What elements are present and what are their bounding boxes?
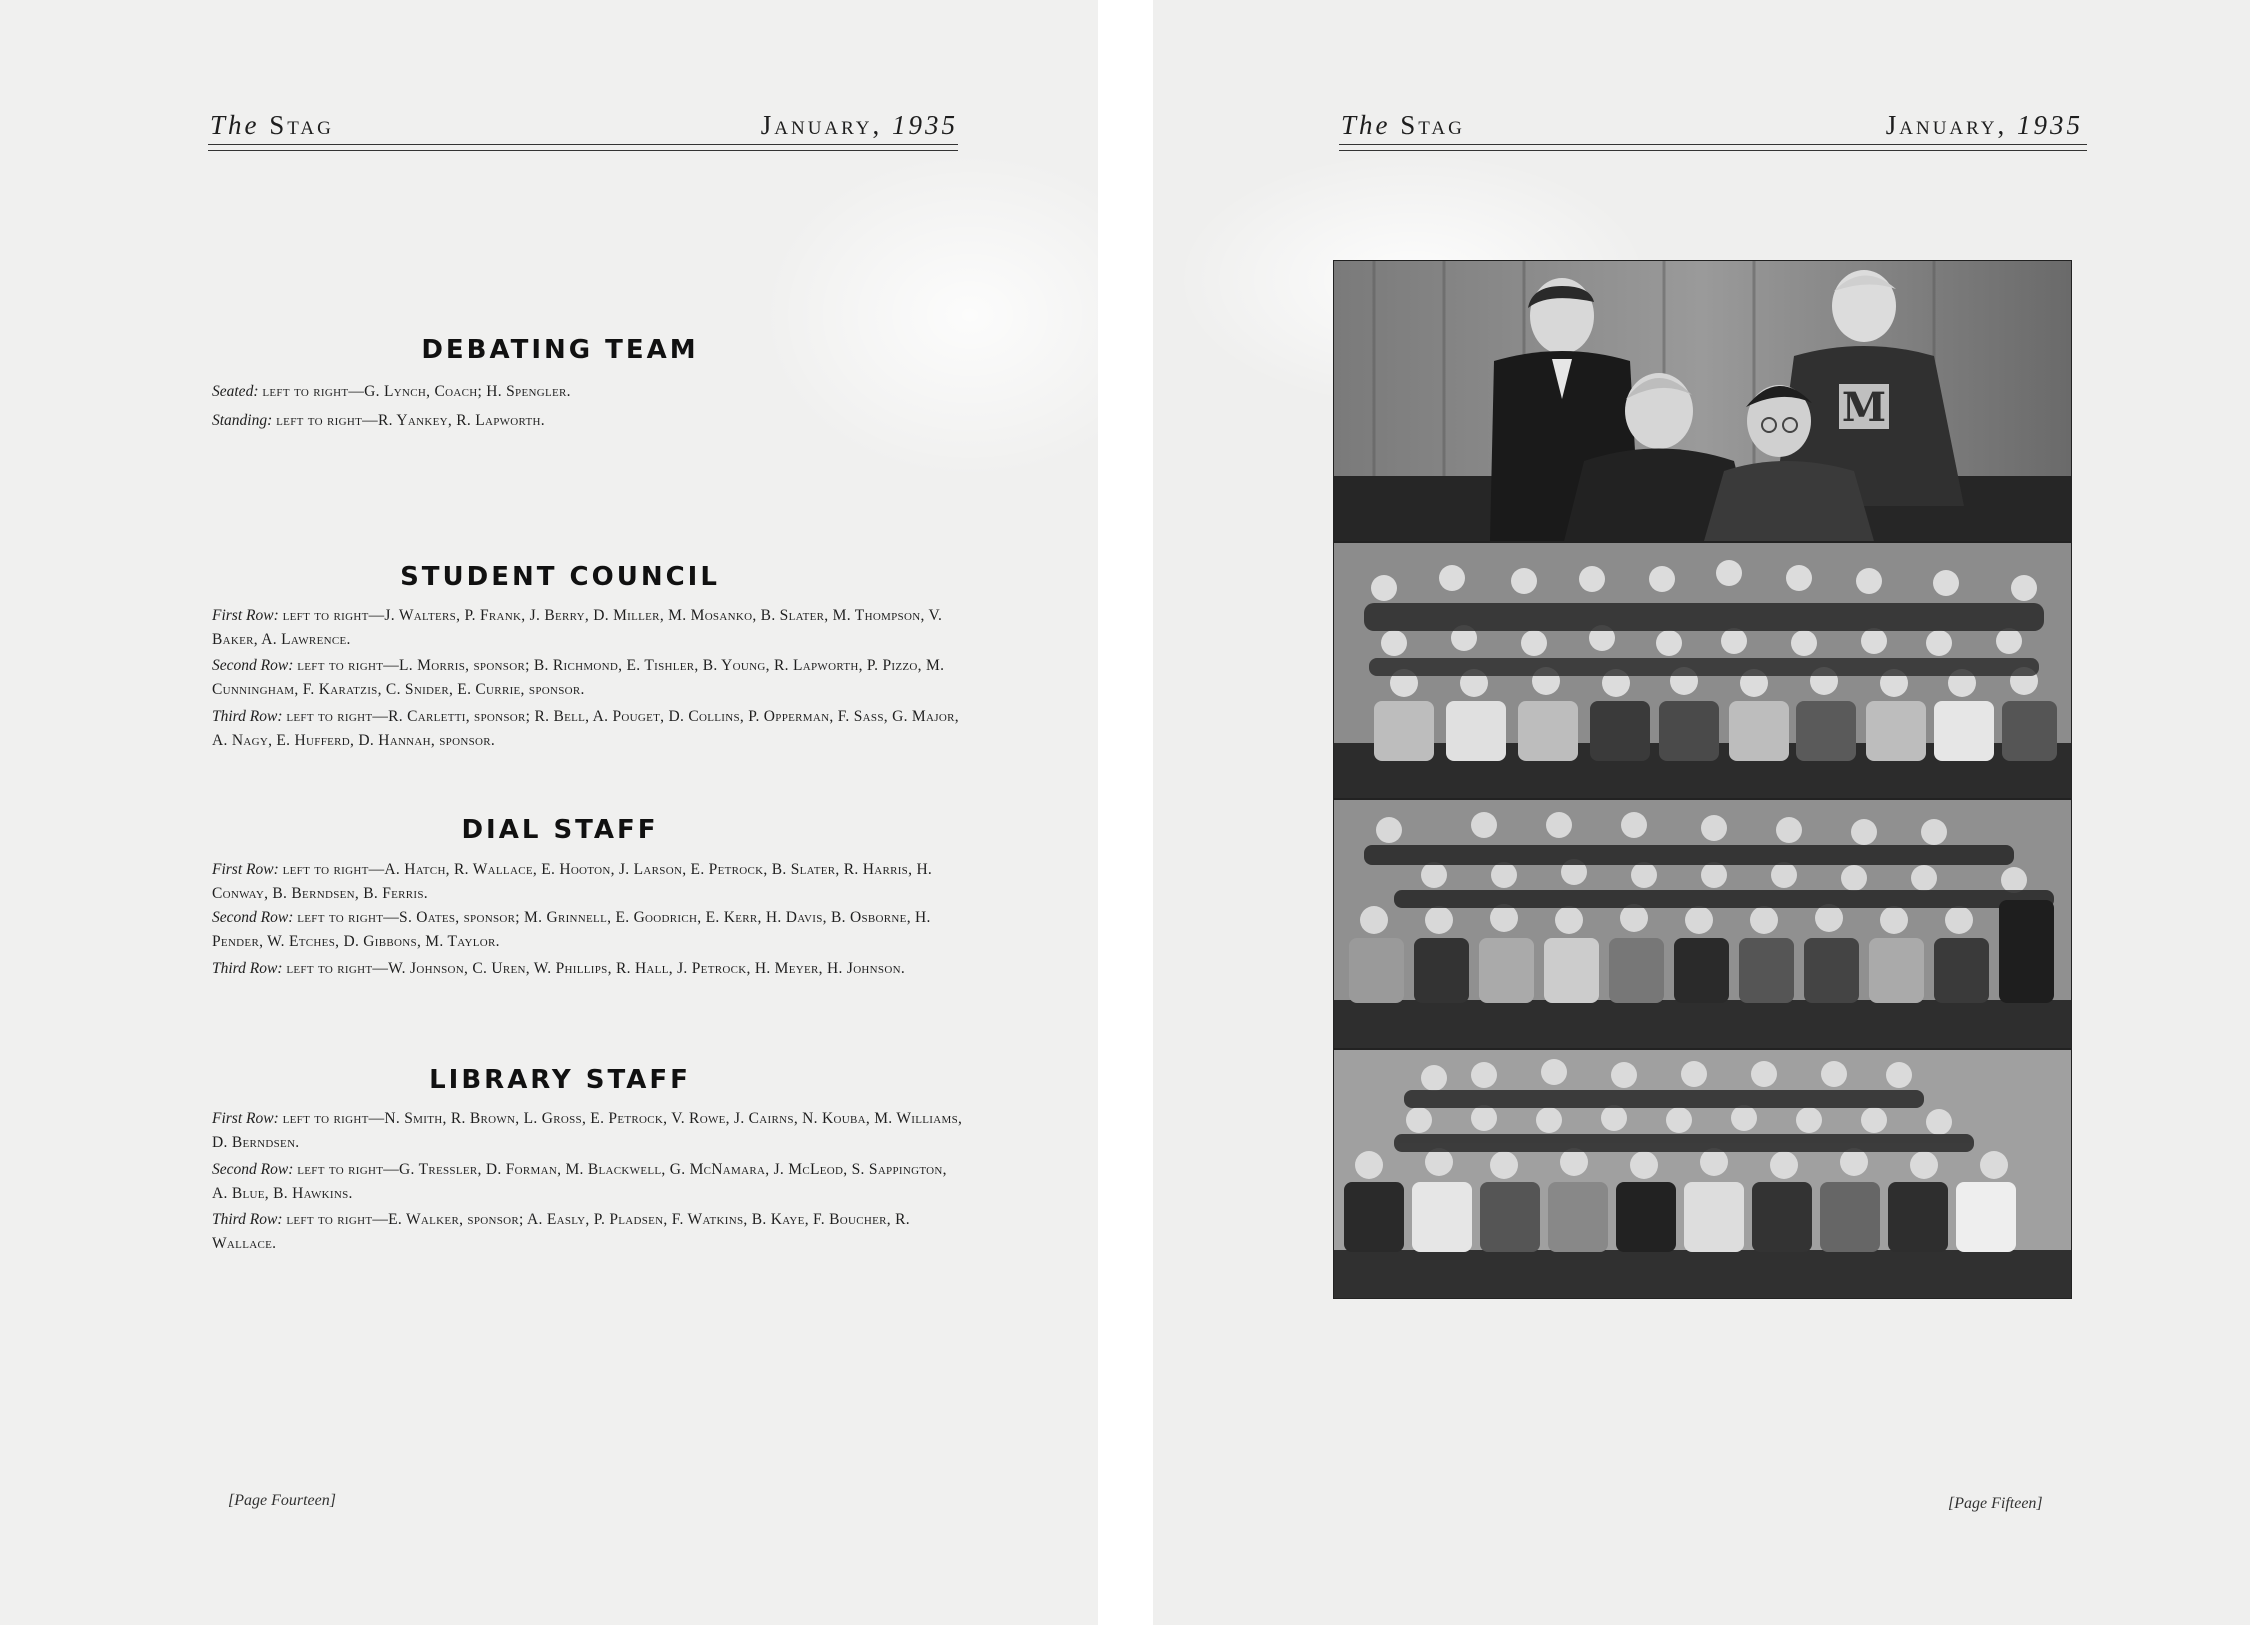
debating-team-photo — [1333, 260, 2072, 542]
svg-text:M: M — [1841, 384, 1887, 431]
issue-date: January, 1935 — [760, 110, 958, 140]
left-page — [0, 0, 1098, 1625]
header-rule — [1339, 150, 2087, 151]
issue-date: January, 1935 — [1885, 110, 2083, 140]
caption-row: Second Row: left to right—G. Tressler, D. Forman, M. Blackwell, G. McNamara, J. McLeod, S. Sappington, A. Blue, B. Hawkins. — [212, 1161, 947, 1202]
section-title-library-staff: LIBRARY STAFF — [429, 1065, 691, 1095]
dial-staff-image — [1334, 800, 2071, 1048]
header-rule — [208, 144, 958, 145]
dial-staff-photo — [1333, 799, 2072, 1049]
caption-row: Second Row: left to right—L. Morris, sponsor; B. Richmond, E. Tishler, B. Young, R. Lapworth, P. Pizzo, M. Cunningham, F. Karatzis, C. Snider, E. Currie, sponsor. — [212, 657, 945, 698]
running-header — [1341, 110, 2083, 141]
caption-row: First Row: left to right—A. Hatch, R. Wallace, E. Hooton, J. Larson, E. Petrock, B. Slater, R. Harris, H. Conway, B. Berndsen, B. Ferris. — [212, 861, 933, 902]
section-title-student-council: STUDENT COUNCIL — [400, 562, 720, 592]
debating-team-image — [1334, 261, 2071, 541]
header-rule — [1339, 144, 2087, 145]
page-number: [Page Fourteen] — [228, 1492, 336, 1509]
running-header — [210, 110, 958, 141]
page-gutter — [1098, 0, 1153, 1625]
caption-row: Second Row: left to right—S. Oates, sponsor; M. Grinnell, E. Goodrich, E. Kerr, H. Davis, B. Osborne, H. Pender, W. Etches, D. Gibbons, M. Taylor. — [212, 909, 931, 950]
caption-row: First Row: left to right—J. Walters, P. Frank, J. Berry, D. Miller, M. Mosanko, B. Slater, M. Thompson, V. Baker, A. Lawrence. — [212, 607, 943, 648]
caption-row: Third Row: left to right—W. Johnson, C. Uren, W. Phillips, R. Hall, J. Petrock, H. Meyer, H. Johnson. — [212, 960, 906, 977]
student-council-photo — [1333, 542, 2072, 799]
caption-row: First Row: left to right—N. Smith, R. Brown, L. Gross, E. Petrock, V. Rowe, J. Cairns, N. Kouba, M. Williams, D. Berndsen. — [212, 1110, 963, 1151]
student-council-image — [1334, 543, 2071, 798]
caption-row: Third Row: left to right—E. Walker, sponsor; A. Easly, P. Pladsen, F. Watkins, B. Kaye, F. Boucher, R. Wallace. — [212, 1211, 910, 1252]
section-title-debating-team: DEBATING TEAM — [421, 335, 699, 365]
caption-row: Third Row: left to right—R. Carletti, sponsor; R. Bell, A. Pouget, D. Collins, P. Opperman, F. Sass, G. Major, A. Nagy, E. Hufferd, D. Hannah, sponsor. — [212, 708, 959, 749]
caption-row: Seated: left to right—G. Lynch, Coach; H. Spengler. — [212, 383, 571, 400]
library-staff-photo — [1333, 1049, 2072, 1299]
caption-row: Standing: left to right—R. Yankey, R. Lapworth. — [212, 412, 545, 429]
header-rule — [208, 150, 958, 151]
journal-title: The Stag — [210, 110, 334, 140]
library-staff-image — [1334, 1050, 2071, 1298]
page-number: [Page Fifteen] — [1948, 1495, 2043, 1512]
section-title-dial-staff: DIAL STAFF — [461, 815, 659, 845]
journal-title: The Stag — [1341, 110, 1465, 140]
